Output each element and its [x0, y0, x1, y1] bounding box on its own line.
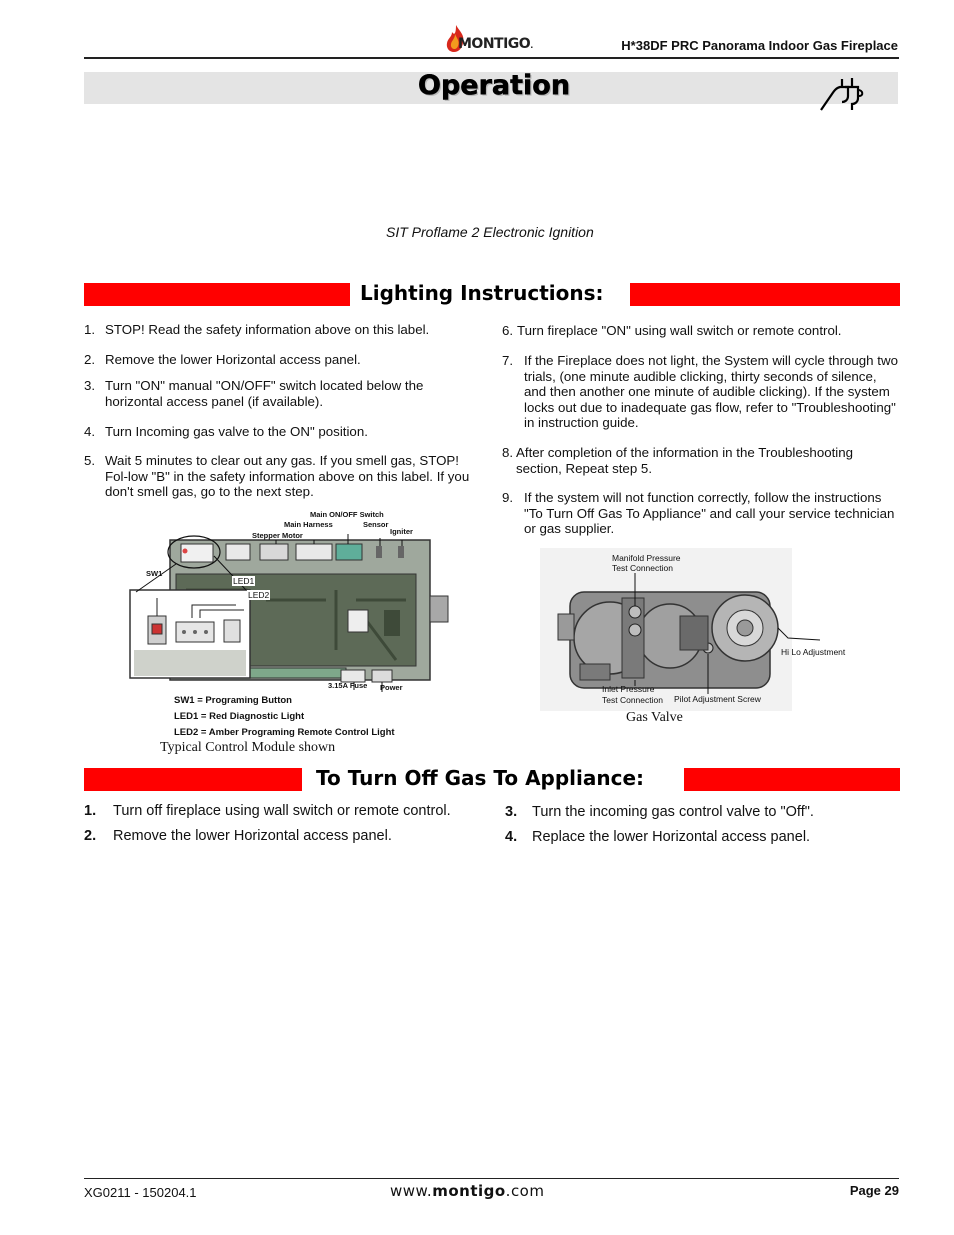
label-pilot: Pilot Adjustment Screw: [674, 694, 761, 704]
ignition-caption: SIT Proflame 2 Electronic Ignition: [386, 224, 594, 240]
lighting-heading: Lighting Instructions:: [354, 281, 610, 305]
turnoff-list-left: 1. Turn off fireplace using wall switch or remote control. 2. Remove the lower Horizontal access panel.: [84, 803, 451, 844]
label-inlet-1: Inlet Pressure: [602, 684, 655, 694]
label-power: Power: [380, 683, 403, 692]
gas-valve-figure: [540, 548, 860, 728]
lighting-right-list: 6. Turn fireplace "ON" using wall switch or remote control. 7. If the Fireplace does not light, the System will cycle through two trials, (one minute audible clicking, thirty seconds of silence, and then another one minute of audible clicking). If the system locks out due to inadequate gas flow, refer to "Troubleshooting" in instruction guide. 8. After completion of the information in the Troubleshooting section, Repeat step 5. 9. If the system will not function correctly, follow the instructions "To Turn Off Gas To Appliance" and call your service technician or gas supplier.: [502, 323, 898, 536]
document-code: XG0211 - 150204.1: [84, 1185, 197, 1200]
label-led1: LED1: [233, 576, 255, 586]
label-inlet-2: Test Connection: [602, 695, 663, 705]
website-link[interactable]: www.montigo.com: [390, 1182, 545, 1200]
lighting-left-list: 1. STOP! Read the safety information above on this label. 2. Remove the lower Horizontal access panel. 3. Turn "ON" manual "ON/OFF" switch located below the horizontal access panel (if available). 4. Turn Incoming gas valve to the ON" position. 5. Wait 5 minutes to clear out any gas. If you smell gas, STOP! Fol-low "B" in the safety information above on this label. If you don't smell gas, go to the next step.: [84, 322, 470, 499]
label-manifold-2: Test Connection: [612, 563, 673, 573]
label-igniter: Igniter: [390, 527, 413, 536]
turnoff-bar-left: [84, 768, 302, 791]
legend-led2: LED2 = Amber Programing Remote Control Light: [174, 727, 395, 738]
section-title: Operation: [418, 70, 571, 101]
document-title: H*38DF PRC Panorama Indoor Gas Fireplace: [621, 38, 898, 53]
label-sensor: Sensor: [363, 520, 389, 529]
hand-plug-icon: [818, 74, 868, 112]
brand-name: MONTIGO: [458, 36, 531, 52]
label-main-harness: Main Harness: [284, 520, 333, 529]
legend-sw1: SW1 = Programing Button: [174, 695, 292, 706]
label-stepper-motor: Stepper Motor: [252, 531, 303, 540]
control-module-caption: Typical Control Module shown: [160, 740, 336, 755]
page-number: Page 29: [849, 1183, 899, 1198]
label-led2: LED2: [248, 590, 270, 600]
label-manifold-1: Manifold Pressure: [612, 553, 681, 563]
turnoff-list-right: 3. Turn the incoming gas control valve to "Off". 4. Replace the lower Horizontal access panel.: [505, 804, 814, 845]
gas-valve-caption: Gas Valve: [626, 710, 683, 725]
gas-valve-diagram: [540, 548, 860, 718]
turnoff-bar-right: [684, 768, 900, 791]
legend-led1: LED1 = Red Diagnostic Light: [174, 711, 305, 722]
lighting-bar-left: [84, 283, 350, 306]
footer-divider: [84, 1178, 899, 1179]
montigo-logo: [444, 24, 554, 54]
brand-mark: .: [530, 41, 533, 50]
label-fuse: 3.15A Fuse: [328, 681, 368, 690]
label-hilo: Hi Lo Adjustment: [781, 647, 846, 657]
turnoff-heading: To Turn Off Gas To Appliance:: [310, 766, 650, 790]
control-module-diagram: [126, 530, 456, 715]
lighting-bar-right: [630, 283, 900, 306]
header-divider: [84, 57, 899, 59]
label-sw1: SW1: [146, 569, 163, 578]
label-main-switch: Main ON/OFF Switch: [310, 510, 384, 519]
